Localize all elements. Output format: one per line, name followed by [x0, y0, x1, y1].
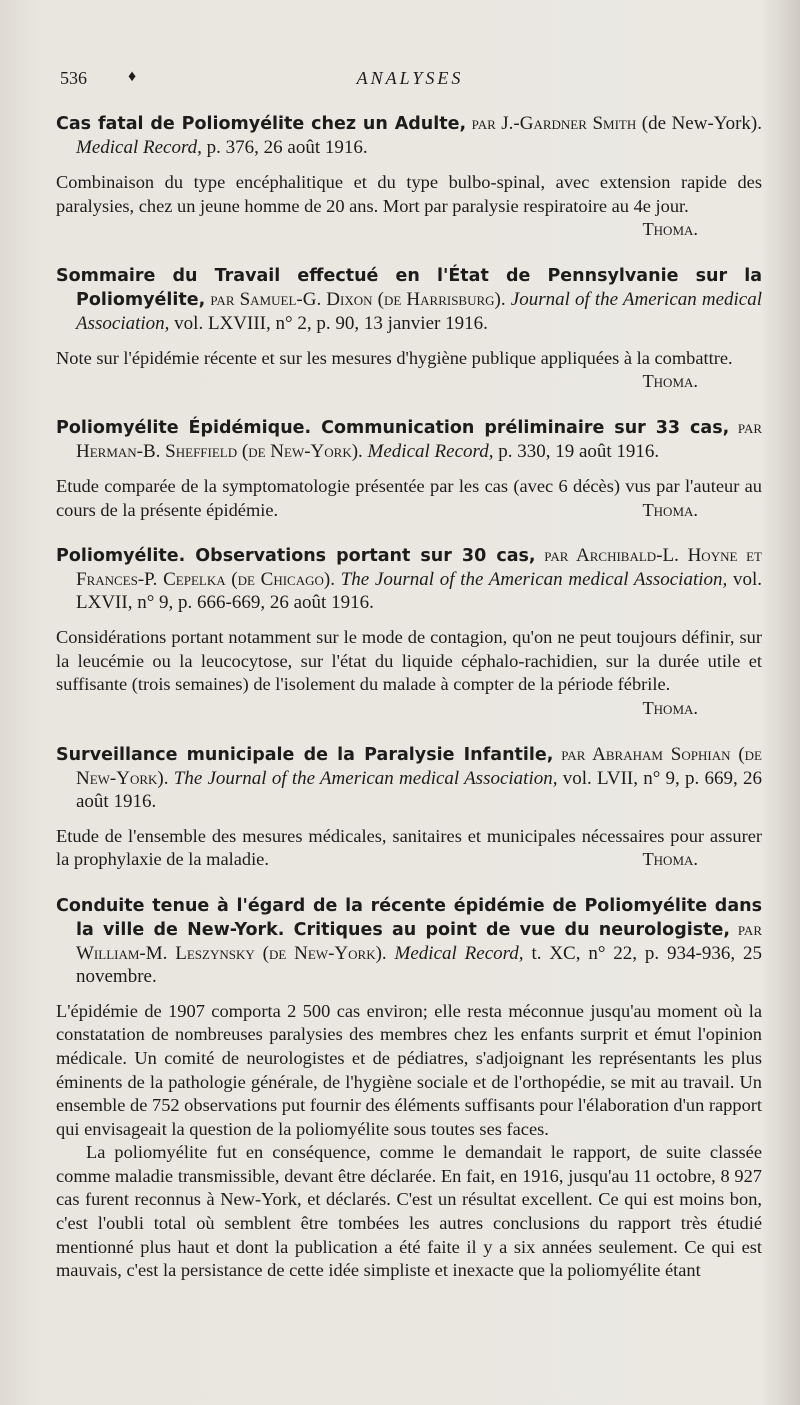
entry-abstract	[56, 626, 762, 720]
abstract-text: Note sur l'épidémie récente et sur les mesures d'hygiène publique appliquées à la combattre.	[56, 347, 733, 368]
entry-abstract	[56, 171, 762, 242]
entry-reference: vol. LXVIII, n° 2, p. 90, 13 janvier 1916.	[174, 312, 488, 334]
signature: Thoma.	[642, 499, 698, 520]
page-number: 536	[60, 68, 87, 88]
entry	[56, 112, 762, 242]
entry-reference: vol. LXVII, n° 9, p. 666-669, 26 août 1916.	[76, 569, 763, 614]
entry-heading: Poliomyélite. Observations portant sur 30 cas,	[56, 546, 536, 567]
entry	[56, 416, 762, 522]
entry-journal: Medical Record,	[367, 440, 494, 462]
page-header	[60, 68, 760, 98]
entry-author: par William-M. Leszynsky (de New-York).	[76, 918, 762, 964]
signature: Thoma.	[642, 219, 698, 240]
entry-heading: Surveillance municipale de la Paralysie Infantile,	[56, 744, 554, 765]
entry-abstract	[56, 825, 762, 872]
signature: Thoma.	[642, 697, 698, 718]
entry-journal: Journal of the American medical Association,	[76, 288, 763, 334]
entry-reference: t. XC, n° 22, p. 934-936, 25 novembre.	[76, 942, 762, 987]
entry-author: par J.-Gardner Smith	[471, 113, 637, 134]
entry	[56, 894, 762, 1283]
entry-author: par Abraham Sophian (de New-York).	[76, 743, 762, 789]
entry-title	[56, 112, 762, 159]
abstract-text: Considérations portant notamment sur le mode de contagion, qu'on ne peut toujours définir, sur la leucémie ou la leucocytose, sur l'état du liquide céphalo-rachidien, sur la durée utile et suffisante (trois semaines) de l'isolement du malade à compter de la période fébrile.	[56, 627, 762, 695]
entry-journal: The Journal of the American medical Association,	[340, 569, 728, 591]
entry-abstract	[56, 1000, 762, 1283]
entry	[56, 743, 762, 872]
entry-title	[56, 894, 762, 988]
entry-abstract	[56, 347, 762, 394]
entry-reference: p. 330, 19 août 1916.	[498, 440, 660, 462]
article-column	[56, 112, 762, 1305]
entry-reference: vol. LVII, n° 9, p. 669, 26 août 1916.	[76, 767, 762, 812]
abstract-paragraph: La poliomyélite fut en conséquence, comme le demandait le rapport, de suite classée comme maladie transmissible, devant être déclarée. En fait, en 1916, jusqu'au 11 octobre, 8 927 cas furent reconnus à New-York, et déclarés. C'est un résultat excellent. Ce qui est moins bon, c'est l'oubli total où semblent être tombées les autres conclusions du rapport très étudié mentionné plus haut et dont la publication a été faite il y a six années seulement. Ce qui est mauvais, c'est la persistance de cette idée simpliste et inexacte que la poliomyélite étant	[56, 1142, 762, 1281]
ornament-mark: ♦	[128, 68, 137, 85]
signature: Thoma.	[642, 849, 698, 870]
entry-heading: Poliomyélite Épidémique. Communication préliminaire sur 33 cas,	[56, 417, 730, 438]
entry-heading: Sommaire du Travail effectué en l'État de Pennsylvanie sur la Poliomyélite,	[56, 265, 762, 310]
entry-origin: (de New-York).	[641, 113, 762, 134]
entry-author: par Archibald-L. Hoyne et Frances-P. Cepelka (de Chicago).	[76, 545, 762, 591]
entry-abstract	[56, 475, 762, 522]
abstract-text: Etude comparée de la symptomatologie présentée par les cas (avec 6 décès) vus par l'auteur au cours de la présente épidémie.	[56, 475, 762, 520]
entry-author: par Samuel-G. Dixon (de Harrisburg).	[210, 288, 506, 310]
entry-journal: Medical Record,	[394, 942, 524, 964]
entry-title	[56, 743, 762, 813]
entry	[56, 264, 762, 394]
entry-journal: The Journal of the American medical Association,	[173, 767, 558, 789]
abstract-text: Combinaison du type encéphalitique et du type bulbo-spinal, avec extension rapide des paralysies, chez un jeune homme de 20 ans. Mort par paralysie respiratoire au 4e jour.	[56, 172, 762, 216]
entry-author: par Herman-B. Sheffield (de New-York).	[76, 416, 763, 462]
entry-heading: Conduite tenue à l'égard de la récente épidémie de Poliomyélite dans la ville de New-York. Critiques au point de vue du neurologiste,	[56, 895, 762, 940]
entry-title	[56, 544, 762, 614]
entry-title	[56, 416, 762, 463]
abstract-paragraph: L'épidémie de 1907 comporta 2 500 cas environ; elle resta méconnue jusqu'au moment où la constatation de nombreuses paralysies des membres chez les enfants surprit et émut l'opinion médicale. Un comité de neurologistes et de pédiatres, s'adjoignant les représentants les plus éminents de la pathologie générale, de l'hygiène sociale et de l'orthopédie, se mit au travail. Un ensemble de 752 observations put fournir des éléments suffisants pour l'élaboration d'un rapport qui envisageait la question de la poliomyélite sous toutes ses faces.	[56, 1000, 762, 1139]
signature: Thoma.	[642, 371, 698, 392]
entry	[56, 544, 762, 720]
abstract-text: Etude de l'ensemble des mesures médicales, sanitaires et municipales nécessaires pour assurer la prophylaxie de la maladie.	[56, 825, 762, 870]
entry-title	[56, 264, 762, 335]
entry-reference: p. 376, 26 août 1916.	[206, 137, 368, 158]
entry-journal: Medical Record,	[76, 137, 202, 158]
entry-heading: Cas fatal de Poliomyélite chez un Adulte,	[56, 114, 467, 134]
running-title: ANALYSES	[356, 68, 464, 88]
